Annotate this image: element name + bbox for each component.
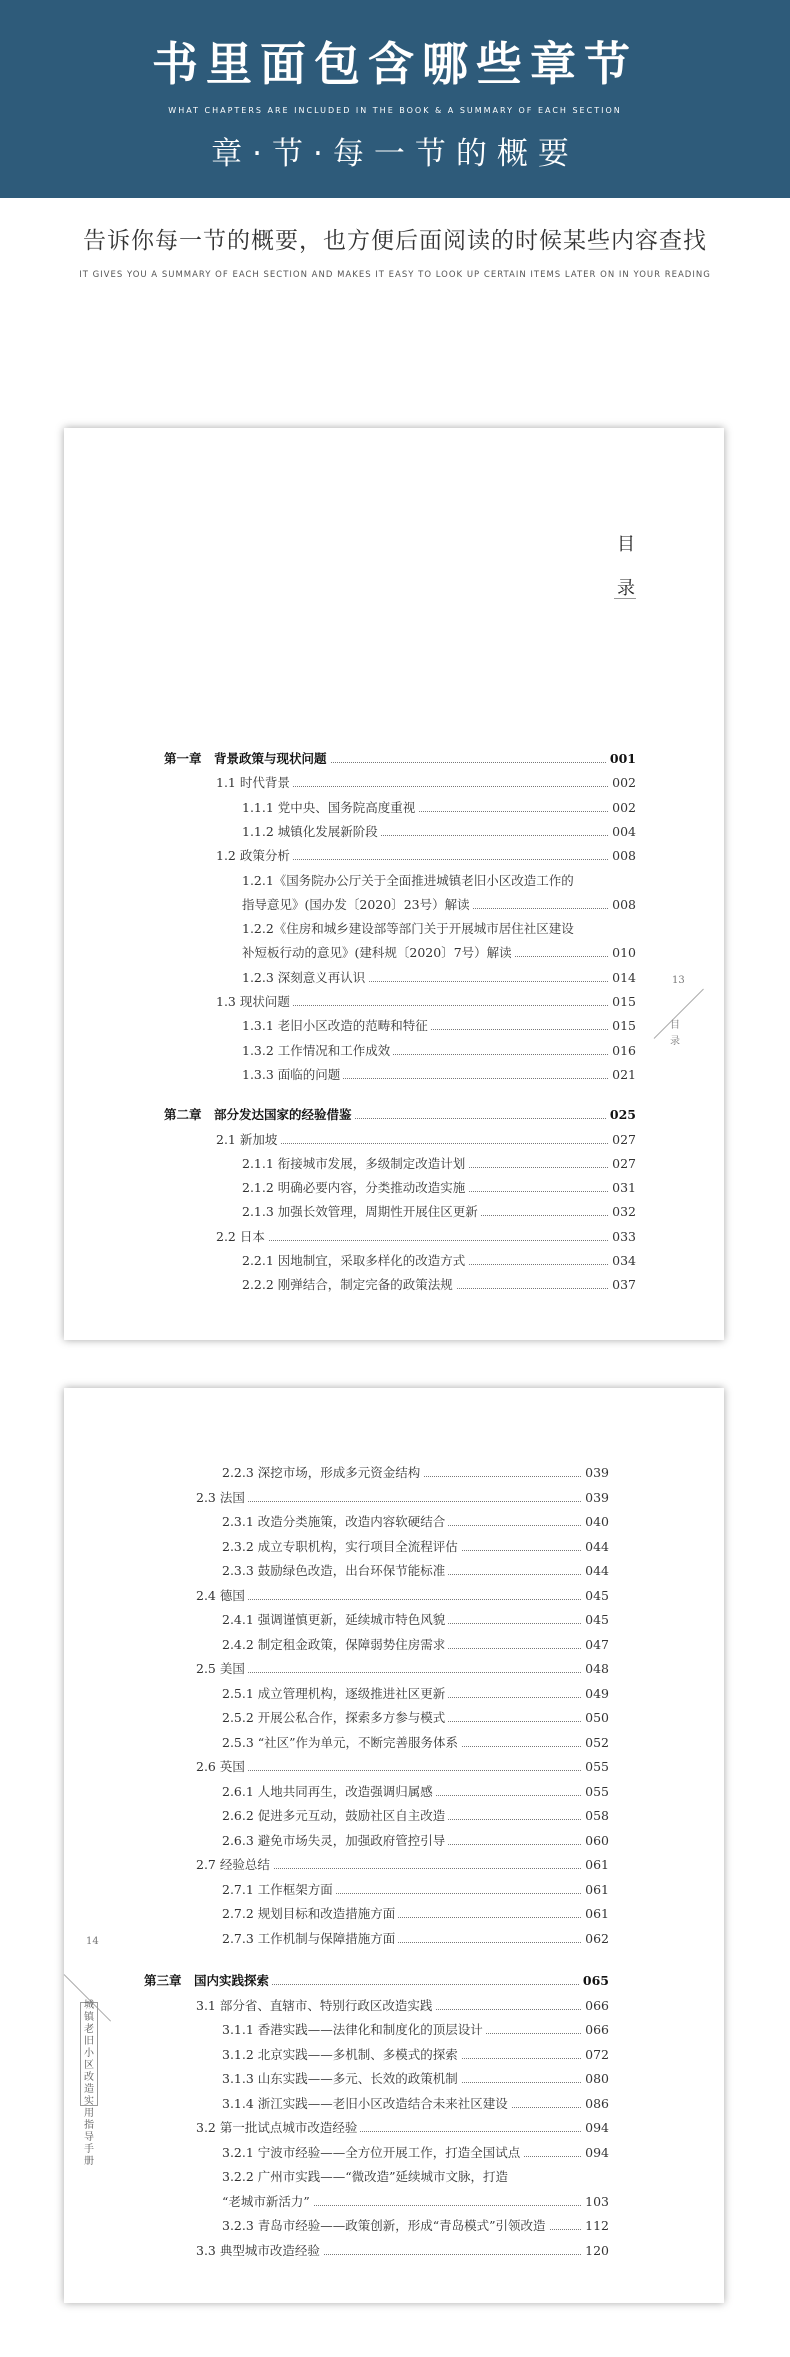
toc-page-number: 103 — [582, 2192, 609, 2212]
dot-leader — [196, 1672, 609, 1673]
toc-title: 2.1.3 加强长效管理，周期性开展住区更新 — [242, 1204, 481, 1219]
page-number: 13 — [672, 975, 685, 986]
toc-entry — [242, 1016, 636, 1036]
toc-page-2 — [64, 1388, 724, 2303]
toc-page-number: 008 — [609, 846, 636, 866]
toc-page-number: 016 — [609, 1041, 636, 1061]
banner-title: 书里面包含哪些章节 — [152, 37, 638, 91]
toc-entry — [242, 943, 636, 963]
toc-page-number: 039 — [582, 1488, 609, 1508]
toc-page-number: 065 — [580, 1971, 609, 1991]
toc-title: 第三章 国内实践探索 — [144, 1973, 272, 1988]
dot-leader — [216, 1240, 636, 1241]
toc-page-number: 032 — [609, 1202, 636, 1222]
toc-entry — [216, 1227, 636, 1247]
toc-title: 1.1.2 城镇化发展新阶段 — [242, 824, 381, 839]
toc-entry — [222, 1463, 609, 1483]
toc-entry — [222, 1782, 609, 1802]
toc-page-number: 061 — [582, 1855, 609, 1875]
toc-page-number: 061 — [582, 1904, 609, 1924]
toc-page-number: 060 — [582, 1831, 609, 1851]
toc-entry — [196, 1996, 609, 2016]
toc-page-number: 045 — [582, 1610, 609, 1630]
toc-entry — [242, 1041, 636, 1061]
toc-title: 2.7.3 工作机制与保障措施方面 — [222, 1931, 398, 1946]
toc-page-number: 040 — [582, 1512, 609, 1532]
toc-title: 3.2.3 青岛市经验——政策创新，形成“青岛模式”引领改造 — [222, 2218, 549, 2233]
toc-page-number: 061 — [582, 1880, 609, 1900]
toc-title: 2.7.1 工作框架方面 — [222, 1882, 336, 1897]
toc-chapter — [144, 1971, 609, 1991]
toc-title: 2.5.3 “社区”作为单元，不断完善服务体系 — [222, 1735, 461, 1750]
toc-entry — [242, 895, 636, 915]
toc-title: 1.3.3 面临的问题 — [242, 1067, 343, 1082]
toc-entry — [242, 798, 636, 818]
toc-entry — [242, 1065, 636, 1085]
toc-page-number: 050 — [582, 1708, 609, 1728]
intro-text: 告诉你每一节的概要，也方便后面阅读的时候某些内容查找 — [83, 228, 707, 254]
toc-title: 2.7.2 规划目标和改造措施方面 — [222, 1906, 398, 1921]
toc-title: 2.3.3 鼓励绿色改造，出台环保节能标准 — [222, 1563, 448, 1578]
toc-entry — [196, 1659, 609, 1679]
toc-page-number: 055 — [582, 1757, 609, 1777]
toc-entry — [222, 1537, 609, 1557]
toc-page-number: 002 — [609, 773, 636, 793]
toc-title: 1.3 现状问题 — [216, 994, 293, 1009]
toc-title: 3.2.1 宁波市经验——全方位开展工作，打造全国试点 — [222, 2145, 523, 2160]
toc-title: 2.6 英国 — [196, 1759, 248, 1774]
toc-entry — [222, 1512, 609, 1532]
toc-page-number: 049 — [582, 1684, 609, 1704]
toc-entry — [196, 1855, 609, 1875]
toc-entry — [242, 1275, 636, 1295]
toc-page-number: 002 — [609, 798, 636, 818]
toc-page-number: 120 — [582, 2241, 609, 2261]
page-number: 14 — [86, 1936, 99, 1947]
heading-divider — [614, 598, 636, 599]
dot-leader — [196, 1501, 609, 1502]
toc-title: 2.2.2 刚弹结合，制定完备的政策法规 — [242, 1277, 456, 1292]
toc-entry — [222, 1733, 609, 1753]
toc-page-number: 094 — [582, 2118, 609, 2138]
toc-entry — [196, 1488, 609, 1508]
toc-title: 1.2.1《国务院办公厅关于全面推进城镇老旧小区改造工作的 — [242, 873, 577, 888]
toc-title: 2.3.1 改造分类施策，改造内容软硬结合 — [222, 1514, 448, 1529]
toc-title: 2.1.1 衔接城市发展，多级制定改造计划 — [242, 1156, 468, 1171]
toc-title: 2.2.1 因地制宜，采取多样化的改造方式 — [242, 1253, 468, 1268]
toc-entry — [222, 1610, 609, 1630]
toc-page-number: 066 — [582, 1996, 609, 2016]
toc-page-number: 010 — [609, 943, 636, 963]
toc-entry — [222, 1561, 609, 1581]
toc-page-1 — [64, 428, 724, 1340]
toc-entry — [216, 992, 636, 1012]
toc-page-number: 062 — [582, 1929, 609, 1949]
toc-entry — [196, 1757, 609, 1777]
toc-entry — [222, 2094, 609, 2114]
toc-page-number: 072 — [582, 2045, 609, 2065]
toc-entry — [222, 1708, 609, 1728]
toc-entry — [216, 1130, 636, 1150]
toc-entry — [242, 1251, 636, 1271]
toc-entry — [222, 1880, 609, 1900]
toc-page-number: 094 — [582, 2143, 609, 2163]
toc-title: 3.2 第一批试点城市改造经验 — [196, 2120, 360, 2135]
side-label: 城镇老旧小区改造实用指导手册 — [84, 2000, 94, 2167]
toc-title: 2.5 美国 — [196, 1661, 248, 1676]
toc-page-number: 027 — [609, 1154, 636, 1174]
toc-title: 3.1.1 香港实践——法律化和制度化的顶层设计 — [222, 2022, 486, 2037]
toc-title: “老城市新活力” — [222, 2194, 313, 2209]
toc-title: 补短板行动的意见》(建科规〔2020〕7号）解读 — [242, 945, 515, 960]
toc-chapter — [164, 1105, 636, 1125]
toc-page-number: 080 — [582, 2069, 609, 2089]
toc-title: 2.3 法国 — [196, 1490, 248, 1505]
toc-page-number: 066 — [582, 2020, 609, 2040]
toc-chapter — [164, 749, 636, 769]
toc-page-number: 055 — [582, 1782, 609, 1802]
toc-title: 2.5.2 开展公私合作，探索多方参与模式 — [222, 1710, 448, 1725]
toc-page-number: 004 — [609, 822, 636, 842]
toc-entry — [242, 1178, 636, 1198]
toc-title: 1.3.2 工作情况和工作成效 — [242, 1043, 393, 1058]
toc-entry — [242, 871, 636, 891]
toc-page-number: 047 — [582, 1635, 609, 1655]
toc-page-number: 048 — [582, 1659, 609, 1679]
side-label: 目录 — [670, 1020, 680, 1047]
toc-title: 2.6.3 避免市场失灵，加强政府管控引导 — [222, 1833, 448, 1848]
toc-page-number: 037 — [609, 1275, 636, 1295]
toc-title: 2.2.3 深挖市场，形成多元资金结构 — [222, 1465, 423, 1480]
toc-entry — [196, 2118, 609, 2138]
toc-title: 2.7 经验总结 — [196, 1857, 273, 1872]
toc-title: 第一章 背景政策与现状问题 — [164, 751, 330, 766]
toc-page-number: 001 — [607, 749, 636, 769]
header-banner — [0, 0, 790, 198]
toc-title: 2.6.2 促进多元互动，鼓励社区自主改造 — [222, 1808, 448, 1823]
toc-page-number: 031 — [609, 1178, 636, 1198]
toc-page-number: 025 — [607, 1105, 636, 1125]
toc-entry — [222, 2167, 609, 2187]
toc-entry — [242, 1154, 636, 1174]
toc-entry — [222, 2143, 609, 2163]
intro-text-en: IT GIVES YOU A SUMMARY OF EACH SECTION AND MAKES IT EASY TO LOOK UP CERTAIN ITEMS LATER ON IN YOUR READING — [79, 270, 711, 280]
toc-entry — [222, 1684, 609, 1704]
toc-title: 2.6.1 人地共同再生，改造强调归属感 — [222, 1784, 436, 1799]
toc-title: 第二章 部分发达国家的经验借鉴 — [164, 1107, 355, 1122]
toc-entry — [222, 2045, 609, 2065]
toc-entry — [222, 2216, 609, 2236]
toc-title: 2.1 新加坡 — [216, 1132, 280, 1147]
toc-page-number: 021 — [609, 1065, 636, 1085]
toc-page-number: 044 — [582, 1537, 609, 1557]
toc-title: 3.1.4 浙江实践——老旧小区改造结合未来社区建设 — [222, 2096, 511, 2111]
toc-page-number: 015 — [609, 992, 636, 1012]
toc-entry — [222, 1806, 609, 1826]
toc-title: 指导意见》(国办发〔2020〕23号）解读 — [242, 897, 473, 912]
toc-title: 2.4 德国 — [196, 1588, 248, 1603]
toc-entry — [196, 2241, 609, 2261]
toc-title: 3.1 部分省、直辖市、特别行政区改造实践 — [196, 1998, 435, 2013]
toc-page-number: 008 — [609, 895, 636, 915]
toc-entry — [222, 1904, 609, 1924]
toc-title: 2.4.2 制定租金政策，保障弱势住房需求 — [222, 1637, 448, 1652]
toc-title: 2.5.1 成立管理机构，逐级推进社区更新 — [222, 1686, 448, 1701]
toc-heading-char: 录 — [617, 578, 635, 599]
toc-title: 1.2.3 深刻意义再认识 — [242, 970, 368, 985]
toc-page-number: 027 — [609, 1130, 636, 1150]
toc-entry — [242, 919, 636, 939]
toc-entry — [242, 1202, 636, 1222]
toc-page-number: 015 — [609, 1016, 636, 1036]
toc-page-number: 014 — [609, 968, 636, 988]
toc-entry — [216, 773, 636, 793]
toc-page-number: 112 — [582, 2216, 609, 2236]
toc-title: 1.2 政策分析 — [216, 848, 293, 863]
toc-page-number: 052 — [582, 1733, 609, 1753]
toc-page-number: 058 — [582, 1806, 609, 1826]
toc-entry — [222, 2020, 609, 2040]
toc-title: 1.1.1 党中央、国务院高度重视 — [242, 800, 418, 815]
toc-title: 2.2 日本 — [216, 1229, 268, 1244]
toc-entry — [222, 1635, 609, 1655]
toc-page-number: 034 — [609, 1251, 636, 1271]
toc-title: 2.3.2 成立专职机构，实行项目全流程评估 — [222, 1539, 461, 1554]
toc-entry — [242, 822, 636, 842]
toc-entry — [222, 1929, 609, 1949]
toc-page-number: 045 — [582, 1586, 609, 1606]
toc-entry — [222, 2069, 609, 2089]
toc-page-number: 033 — [609, 1227, 636, 1247]
toc-title: 2.1.2 明确必要内容，分类推动改造实施 — [242, 1180, 468, 1195]
toc-title: 3.1.3 山东实践——多元、长效的政策机制 — [222, 2071, 461, 2086]
toc-entry — [222, 2192, 609, 2212]
toc-page-number: 086 — [582, 2094, 609, 2114]
banner-subtitle-en: WHAT CHAPTERS ARE INCLUDED IN THE BOOK & A SUMMARY OF EACH SECTION — [168, 106, 622, 115]
dot-leader — [196, 1770, 609, 1771]
toc-page-number: 044 — [582, 1561, 609, 1581]
toc-title: 3.2.2 广州市实践——“微改造”延续城市文脉，打造 — [222, 2169, 511, 2184]
toc-title: 3.1.2 北京实践——多机制、多模式的探索 — [222, 2047, 461, 2062]
toc-title: 1.1 时代背景 — [216, 775, 293, 790]
toc-entry — [242, 968, 636, 988]
toc-title: 1.2.2《住房和城乡建设部等部门关于开展城市居住社区建设 — [242, 921, 577, 936]
toc-heading-char: 目 — [617, 534, 635, 555]
toc-entry — [222, 1831, 609, 1851]
toc-title: 1.3.1 老旧小区改造的范畴和特征 — [242, 1018, 431, 1033]
toc-entry — [216, 846, 636, 866]
toc-entry — [196, 1586, 609, 1606]
toc-page-number: 039 — [582, 1463, 609, 1483]
toc-title: 3.3 典型城市改造经验 — [196, 2243, 323, 2258]
toc-title: 2.4.1 强调谨慎更新，延续城市特色风貌 — [222, 1612, 448, 1627]
banner-subtitle: 章·节·每一节的概要 — [211, 136, 579, 172]
dot-leader — [196, 1599, 609, 1600]
